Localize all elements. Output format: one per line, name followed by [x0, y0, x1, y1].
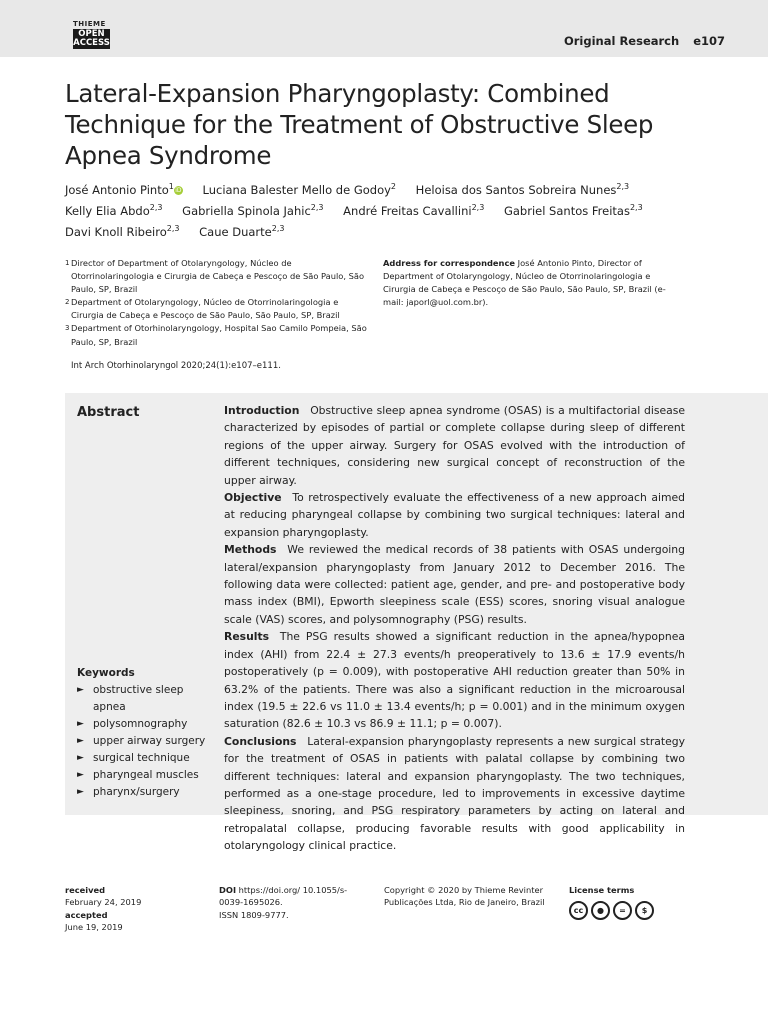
keyword-text: upper airway surgery — [93, 735, 206, 747]
abstract-section-label: Results — [224, 630, 270, 644]
author — [504, 204, 643, 218]
author — [199, 225, 284, 239]
author — [65, 225, 179, 239]
license-icons[interactable] — [569, 901, 689, 920]
keyword-text: surgical technique — [93, 752, 190, 764]
author-name: José Antonio Pinto — [65, 183, 169, 197]
abstract-box — [65, 393, 768, 853]
affiliation-number: 3 — [65, 324, 70, 333]
thieme-open-access-logo — [73, 20, 110, 55]
keyword-text: obstructive sleep apnea — [93, 684, 184, 713]
author — [203, 183, 397, 197]
dates-block — [65, 884, 195, 933]
keywords-block — [77, 665, 217, 801]
author — [65, 204, 163, 218]
author-name: Luciana Balester Mello de Godoy — [202, 183, 391, 197]
author-name: Caue Duarte — [199, 225, 272, 239]
arrow-icon: ► — [77, 770, 84, 780]
affiliation-number: 1 — [65, 259, 70, 267]
abstract-section — [224, 628, 685, 732]
author-affiliation-marker: 2 — [390, 182, 397, 191]
author-name: Kelly Elia Abdo — [65, 204, 150, 218]
affiliation-number: 2 — [65, 298, 70, 307]
author-list — [65, 180, 705, 243]
page-number: e107 — [693, 34, 725, 48]
affiliation-text: Director of Department of Otolaryngology, Núcleo de Otorrinolaringologia e Cirurgia de Cabeça e Pescoço de São Paulo, São Paulo, SP, Brazil — [71, 258, 365, 295]
running-head — [564, 34, 725, 48]
author-affiliation-marker: 2,3 — [149, 203, 163, 212]
affiliation-text: Department of Otolaryngology, Núcleo de Otorrinolaringologia e Cirurgia de Cabeça e Pescoço de São Paulo, São Paulo, SP, Brazil — [71, 297, 340, 321]
copyright: Copyright © 2020 by Thieme Revinter Publicações Ltda, Rio de Janeiro, Brazil — [384, 885, 545, 908]
affiliation-item — [65, 296, 370, 322]
section-label: Original Research — [563, 34, 680, 48]
arrow-icon: ► — [77, 685, 84, 695]
author-name: Gabriella Spinola Jahic — [182, 204, 311, 218]
keyword-item — [77, 733, 217, 750]
abstract-section — [224, 733, 685, 855]
abstract-section-text: Lateral-expansion pharyngoplasty represents a new surgical strategy for the treatment of OSAS in patients with palatal collapse by combining two different techniques: lateral and expansion pharyngoplasty. The two techniques, performed as a one-stage procedure, led to improvements in excessive daytime sleepiness, snoring, and PSG respiratory parameters by acting on lateral and retropalatal collapse, producing favorable results with good applicability in otolaryngology clinical practice. — [224, 734, 685, 853]
article-title: Lateral-Expansion Pharyngoplasty: Combined Technique for the Treatment of Obstructive Sleep Apnea Syndrome — [65, 79, 654, 170]
author-affiliation-marker: 2,3 — [629, 203, 643, 212]
keyword-item — [77, 784, 217, 801]
abstract-section-label: Methods — [224, 543, 277, 557]
author-name: André Freitas Cavallini — [343, 204, 472, 218]
abstract-body — [224, 402, 685, 855]
author-affiliation-marker: 2,3 — [310, 203, 324, 212]
nc-icon: $ — [635, 901, 654, 920]
author-affiliation-marker: 2,3 — [616, 182, 630, 191]
received-label: received — [65, 885, 106, 895]
logo-thieme: THIEME — [73, 20, 106, 28]
arrow-icon: ► — [77, 736, 84, 746]
keyword-text: pharyngeal muscles — [93, 769, 199, 781]
keyword-item — [77, 716, 217, 733]
nd-icon: = — [613, 901, 632, 920]
abstract-section-label: Introduction — [224, 404, 300, 417]
keyword-item — [77, 682, 217, 716]
author-name: Davi Knoll Ribeiro — [65, 225, 167, 239]
keywords-title: Keywords — [77, 667, 135, 679]
license-label: License terms — [569, 885, 635, 895]
author — [416, 183, 629, 197]
correspondence-address — [383, 257, 683, 309]
affiliation-item — [65, 322, 370, 348]
author-name: Heloisa dos Santos Sobreira Nunes — [415, 183, 617, 197]
author — [65, 183, 183, 197]
keyword-list — [77, 682, 217, 801]
author-affiliation-marker: 1 — [168, 182, 174, 191]
arrow-icon: ► — [77, 753, 84, 763]
abstract-section — [224, 541, 685, 628]
issn: ISSN 1809-9777. — [219, 909, 289, 920]
received-date: February 24, 2019 — [65, 897, 142, 908]
address-text: José Antonio Pinto, Director of Department of Otolaryngology, Núcleo de Otorrinolaringologia e Cirurgia de Cabeça e Pescoço de São Paulo, São Paulo, SP, Brazil (e-mail: japorl@uol.com.br). — [383, 258, 666, 308]
author-name: Gabriel Santos Freitas — [503, 204, 630, 218]
keyword-item — [77, 750, 217, 767]
abstract-heading: Abstract — [77, 405, 140, 420]
orcid-icon[interactable]: iD — [175, 187, 182, 194]
doi-block — [219, 884, 369, 921]
keyword-text: pharynx/surgery — [93, 786, 180, 798]
affiliations — [65, 257, 370, 349]
affiliation-text: Department of Otorhinolaryngology, Hospital Sao Camilo Pompeia, São Paulo, SP, Brazil — [71, 323, 367, 347]
doi-link[interactable]: https://doi.org/ 10.1055/s-0039-1695026. — [219, 885, 348, 908]
abstract-section-label: Objective — [224, 491, 282, 505]
author-affiliation-marker: 2,3 — [166, 224, 180, 233]
keyword-item — [77, 767, 217, 784]
author-affiliation-marker: 2,3 — [271, 224, 285, 233]
author — [182, 204, 323, 218]
abstract-section-label: Conclusions — [224, 734, 297, 748]
address-label: Address for correspondence — [383, 258, 516, 268]
cc-icon: cc — [569, 901, 588, 920]
license-block — [569, 884, 689, 920]
citation: Int Arch Otorhinolaryngol 2020;24(1):e107–e111. — [71, 361, 281, 371]
keyword-text: polysomnography — [93, 718, 188, 730]
abstract-section-text: Obstructive sleep apnea syndrome (OSAS) is a multifactorial disease characterized by episodes of partial or complete collapse during sleep of different regions of the upper airway. Surgery for OSAS evolved with the introduction of different techniques, considering new surgical concept of reconstruction of the upper airway. — [224, 404, 685, 487]
abstract-section-text: The PSG results showed a significant reduction in the apnea/hypopnea index (AHI) from 22.4 ± 27.3 events/h preoperatively to 13.6 ± 17.9 events/h postoperatively (p = 0.009), with postoperative AHI reduction greater than 50% in 63.2% of the patients. There was also a significant reduction in the microarousal index (19.5 ± 22.6 vs 11.0 ± 13.4 events/h; p = 0.001) and in the minimum oxygen saturation (82.6 ± 10.3 vs 86.9 ± 11.1; p = 0.007). — [224, 630, 685, 731]
affiliation-item — [65, 257, 370, 296]
author-affiliation-marker: 2,3 — [471, 203, 485, 212]
arrow-icon: ► — [77, 719, 84, 729]
arrow-icon: ► — [77, 787, 84, 797]
doi-label: DOI — [219, 885, 237, 895]
author — [343, 204, 484, 218]
abstract-section-text: We reviewed the medical records of 38 patients with OSAS undergoing lateral/expansion pharyngoplasty from January 2012 to December 2016. The following data were collected: patient age, gender, and pre- and postoperative body mass index (BMI), Epworth sleepiness scale (ESS) scores, snoring visual analogue scale (VAS) scores, and polysomnography (PSG) results. — [224, 543, 685, 626]
accepted-label: accepted — [65, 909, 108, 920]
abstract-section — [224, 402, 685, 489]
header-band — [0, 0, 768, 57]
abstract-section — [224, 489, 685, 541]
logo-open-access: OPEN ACCESS — [73, 29, 110, 48]
by-icon: ● — [591, 901, 610, 920]
abstract-section-text: To retrospectively evaluate the effectiveness of a new approach aimed at reducing pharyngeal collapse by combining two surgical techniques: lateral and expansion pharyngoplasty. — [224, 491, 685, 539]
accepted-date: June 19, 2019 — [65, 921, 123, 932]
